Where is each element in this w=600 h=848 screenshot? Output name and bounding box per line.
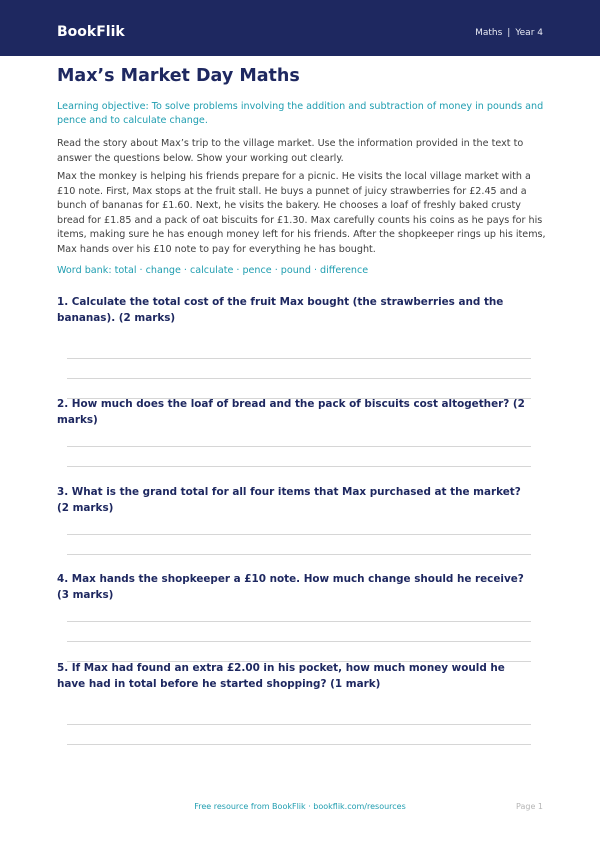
year-label: Year 4	[515, 28, 543, 38]
word-bank	[57, 264, 368, 278]
instructions-paragraph: Read the story about Max’s trip to the village market. Use the information provided in the text to answer the questions below. Show your working out clearly.	[57, 138, 524, 164]
word-bank-word: total	[114, 265, 137, 276]
word-bank-separator: ·	[313, 265, 318, 276]
answer-line[interactable]	[67, 554, 531, 555]
question-2: 2. How much does the loaf of bread and the pack of biscuits cost altogether? (2 marks)	[57, 398, 525, 426]
answer-line[interactable]	[67, 446, 531, 447]
word-bank-word: pound	[280, 265, 311, 276]
answer-line[interactable]	[67, 621, 531, 622]
word-bank-label: Word bank:	[57, 265, 112, 276]
learning-objective: Learning objective: To solve problems involving the addition and subtraction of money in pounds and pence and to calculate change.	[57, 101, 544, 126]
footer-credit[interactable]: Free resource from BookFlik · bookflik.com/resources	[194, 802, 406, 811]
subject-label: Maths	[475, 28, 503, 38]
question-4: 4. Max hands the shopkeeper a £10 note. How much change should he receive? (3 marks)	[57, 573, 524, 601]
answer-line[interactable]	[67, 466, 531, 467]
question-5: 5. If Max had found an extra £2.00 in his pocket, how much money would he have had in total before he started shopping? (1 mark)	[57, 662, 505, 690]
word-bank-separator: ·	[183, 265, 187, 276]
word-bank-separator: ·	[274, 265, 278, 276]
question-3: 3. What is the grand total for all four items that Max purchased at the market? (2 marks)	[57, 486, 521, 514]
meta-separator: |	[507, 28, 511, 38]
answer-line[interactable]	[67, 534, 531, 535]
page-number: Page 1	[516, 802, 543, 811]
word-bank-separator: ·	[236, 265, 240, 276]
page-title: Max’s Market Day Maths	[57, 66, 300, 86]
word-bank-word: pence	[242, 265, 272, 276]
word-bank-separator: ·	[139, 265, 143, 276]
answer-line[interactable]	[67, 641, 531, 642]
brand-logo[interactable]: BookFlik	[57, 24, 125, 40]
answer-line[interactable]	[67, 358, 531, 359]
word-bank-word: calculate	[189, 265, 234, 276]
story-paragraph: Max the monkey is helping his friends prepare for a picnic. He visits the local village market with a £10 note. First, Max stops at the fruit stall. He buys a punnet of juicy strawberries for £2.45 and a bunch of bananas for £1.60. Next, he visits the bakery. He chooses a loaf of freshly baked crusty bread for £1.85 and a pack of oat biscuits for £1.30. Max carefully counts his coins as he pays for his items, making sure he has enough money left for his friends. After the shopkeeper rings up his items, Max hands over his £10 note to pay for everything he has bought.	[57, 171, 546, 255]
question-1: 1. Calculate the total cost of the fruit Max bought (the strawberries and the bananas). (2 marks)	[57, 296, 504, 324]
header-bar	[0, 0, 600, 56]
word-bank-word: change	[145, 265, 181, 276]
subject-year-label	[475, 26, 543, 40]
answer-line[interactable]	[67, 744, 531, 745]
answer-line[interactable]	[67, 378, 531, 379]
answer-line[interactable]	[67, 724, 531, 725]
word-bank-word: difference	[320, 265, 369, 276]
